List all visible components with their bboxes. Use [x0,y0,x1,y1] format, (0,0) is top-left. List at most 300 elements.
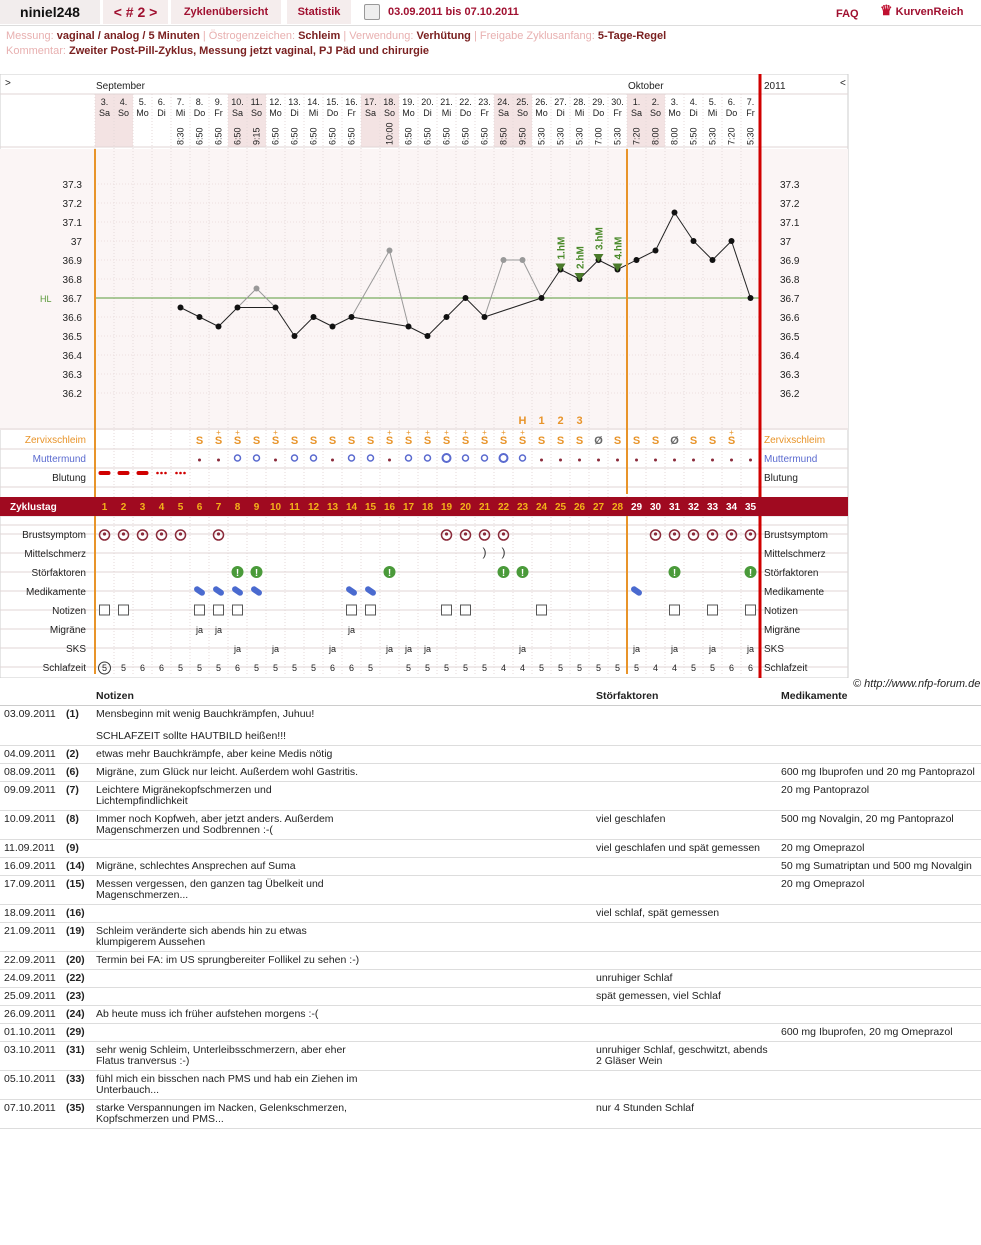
note-text [92,951,592,969]
note-medikament [777,1005,981,1023]
breast-symptom-dot [103,532,106,535]
weekday-label: So [383,108,396,118]
note-stoerfaktor [592,857,777,875]
cycle-day-number: 20 [459,502,472,513]
y-tick-label-left: 36.4 [62,351,82,362]
y-tick-label-right: 36.9 [780,256,800,267]
stoerfaktor-mark: ! [235,568,240,579]
y-tick-label-right: 37 [780,237,792,248]
temp-point [653,248,659,254]
note-stoerfaktor [592,1023,777,1041]
measure-time: 8:30 [175,127,186,145]
cycle-day-number: 31 [668,502,681,513]
crown-icon: ♛ [880,2,893,18]
row-label-brust: Brustsymptom [22,530,86,541]
temp-point [292,333,298,339]
note-medikament: 500 mg Novalgin, 20 mg Pantoprazol [777,810,981,839]
mucus-plus: + [444,428,449,437]
mucus-mark: S [480,435,489,447]
cycle-day-number: 29 [630,502,643,513]
y-tick-label-left: 36.5 [62,332,82,343]
row-label-right-migraene: Migräne [764,625,801,636]
note-text-line: starke Verspannungen im Nacken, Gelenkschmerzen, Kopfschmerzen und PMS... [96,1101,347,1125]
sks-value: ja [518,644,527,654]
peak-label: 2.hM [575,246,587,269]
temp-point [216,324,222,330]
cycle-day-number: 30 [649,502,662,513]
sks-value: ja [632,644,641,654]
weekday-label: Sa [497,108,510,118]
month-label-sep: September [96,81,145,92]
peak-label: 1.hM [556,236,568,260]
schlaf-value: 5 [272,663,279,673]
note-row [0,810,981,839]
note-stoerfaktor [592,781,777,810]
note-date: 05.10.2011 [0,1070,62,1099]
day-number: 27. [554,97,567,107]
y-tick-label-right: 36.8 [780,275,800,286]
weekday-label: Mo [136,108,149,118]
note-date: 04.09.2011 [0,745,62,763]
mucus-mark: Ø [670,435,679,447]
kommentar-value: Zweiter Post-Pill-Zyklus, Messung jetzt vaginal, PJ Päd und chirurgie [68,45,430,57]
notes-col-header: Notizen [92,688,592,705]
measurement-info: Messung: vaginal / analog / 5 Minuten | Östrogenzeichen: Schleim | Verwendung: Verhütung | Freigabe Zyklusanfang: 5-Tage-Regel [6,30,667,42]
note-row [0,763,981,781]
weekday-label: So [117,108,130,118]
schlaf-value: 5 [633,663,640,673]
mucus-plus: + [406,428,411,437]
day-number: 8. [195,97,204,107]
schlaf-value: 5 [177,663,184,673]
note-icon [214,605,224,615]
temp-point [349,314,355,320]
note-stoerfaktor: spät gemessen, viel Schlaf [592,987,777,1005]
schlaf-value: 5 [367,663,374,673]
note-stoerfaktor: nur 4 Stunden Schlaf [592,1099,777,1128]
notes-table [0,688,981,1129]
note-text-line: Schleim veränderte sich abends hin zu etwas klumpigerem Aussehen [96,924,307,948]
cycle-day-number: 23 [516,502,529,513]
weekday-label: Do [725,108,738,118]
note-cycle-day: (2) [62,745,92,763]
y-tick-label-left: 37.2 [62,199,82,210]
schlaf-value: 5 [424,663,431,673]
sks-value: ja [746,644,755,654]
measure-time: 6:50 [441,127,452,145]
temp-point [406,324,412,330]
note-icon [537,605,547,615]
note-cycle-day: (9) [62,839,92,857]
schlaf-value: 4 [671,663,678,673]
note-text [92,875,592,904]
cycle-day-number: 11 [289,502,300,513]
note-cycle-day: (31) [62,1041,92,1070]
cycle-day-number: 9 [253,502,260,513]
weekday-label: Di [689,108,698,118]
note-row [0,1041,981,1070]
note-icon [442,605,452,615]
schlaf-value: 5 [196,663,203,673]
day-number: 19. [402,97,415,107]
freigabe-value: 5-Tage-Regel [597,30,667,42]
cycle-navigator[interactable]: < # 2 > [103,0,168,24]
schlaf-value: 5 [481,663,488,673]
mucus-plus: + [387,428,392,437]
notes-header-row [0,688,981,705]
note-medikament [777,922,981,951]
schlaf-value: 5 [443,663,450,673]
peak-label: 4.hM [613,236,625,260]
cycle-day-number: 24 [535,502,548,513]
weekday-label: Mi [574,108,585,118]
note-text [92,857,592,875]
y-tick-label-left: 36.8 [62,275,82,286]
note-text-line: Migräne, zum Glück nur leicht. Außerdem wohl Gastritis. [96,765,359,778]
bleeding-mark [118,471,130,475]
weekday-label: Mo [535,108,548,118]
weekday-label: Di [290,108,299,118]
mucus-mark: S [423,435,432,447]
note-stoerfaktor [592,705,777,745]
cycle-day-number: 1 [101,502,108,513]
day-number: 7. [746,97,755,107]
note-cycle-day: (29) [62,1023,92,1041]
day-number: 4. [119,97,128,107]
note-text [92,1070,592,1099]
temp-point [425,333,431,339]
note-medikament: 20 mg Omeprazol [777,875,981,904]
cycle-day-number: 35 [744,502,757,513]
copyright: © http://www.nfp-forum.de [853,678,981,690]
weekday-label: Mi [441,108,452,118]
stoer-col-header: Störfaktoren [592,688,777,705]
note-date: 17.09.2011 [0,875,62,904]
row-label-blutung: Blutung [52,473,86,484]
cervix-symbol [217,459,220,462]
stoerfaktor-mark: ! [672,568,677,579]
note-cycle-day: (8) [62,810,92,839]
measure-time: 7:20 [631,127,642,145]
row-label-migraene: Migräne [49,625,86,636]
schlaf-value: 5 [538,663,545,673]
note-medikament: 600 mg Ibuprofen, 20 mg Omeprazol [777,1023,981,1041]
note-date: 08.09.2011 [0,763,62,781]
schlaf-value: 5 [576,663,583,673]
row-label-right-schlaf: Schlafzeit [764,663,808,674]
note-row [0,1099,981,1128]
measure-time: 6:50 [460,127,471,145]
weekday-label: Mi [308,108,319,118]
note-date: 07.10.2011 [0,1099,62,1128]
mucus-mark: S [366,435,375,447]
note-medikament [777,1041,981,1070]
cycle-day-number: 22 [497,502,510,513]
tab-statistics[interactable]: Statistik [287,0,351,24]
sks-value: ja [670,644,679,654]
row-label-right-zervix: Zervixschleim [764,435,826,446]
note-icon [100,605,110,615]
temp-point [463,295,469,301]
note-text-extra: SCHLAFZEIT sollte HAUTBILD heißen!!! [96,729,287,742]
schlaf-value: 6 [234,663,241,673]
cycle-day-number: 5 [177,502,184,513]
breast-symptom-dot [160,532,163,535]
breast-symptom-dot [141,532,144,535]
measure-time: 10:00 [384,122,395,145]
weekday-label: Fr [746,108,755,118]
row-label-right-mittel: Mittelschmerz [764,549,826,560]
note-stoerfaktor: unruhiger Schlaf [592,969,777,987]
note-stoerfaktor [592,1005,777,1023]
note-row [0,875,981,904]
mucus-mark: S [328,435,337,447]
note-row [0,922,981,951]
measure-time: 9:50 [517,127,528,145]
breast-symptom-dot [711,532,714,535]
weekday-label: Sa [231,108,244,118]
measure-time: 6:50 [289,127,300,145]
note-date: 09.09.2011 [0,781,62,810]
note-medikament [777,1099,981,1128]
row-label-stoer: Störfaktoren [31,568,86,579]
note-medikament [777,987,981,1005]
day-number: 7. [176,97,185,107]
note-row [0,781,981,810]
weekday-label: Mo [668,108,681,118]
weekday-label: Di [556,108,565,118]
row-label-right-medi: Medikamente [764,587,825,598]
schlaf-value: 5 [253,663,260,673]
note-row [0,705,981,745]
temp-point [520,257,526,263]
note-text-line: Termin bei FA: im US sprungbereiter Follikel zu sehen :-) [96,953,360,966]
note-row [0,969,981,987]
migraene-value: ja [347,625,356,635]
cervix-symbol [578,459,581,462]
nav-next-button: < [840,78,846,89]
mucus-mark: S [689,435,698,447]
cervix-symbol [654,459,657,462]
stoerfaktor-mark: ! [748,568,753,579]
schlaf-value: 5 [215,663,222,673]
schlaf-value: 5 [595,663,602,673]
cycle-day-number: 34 [725,502,738,513]
measure-time: 6:50 [403,127,414,145]
cycle-day-number: 17 [402,502,415,513]
note-icon [119,605,129,615]
y-tick-label-right: 36.7 [780,294,800,305]
y-tick-label-right: 36.4 [780,351,800,362]
cervix-symbol [597,459,600,462]
day-number: 10. [231,97,244,107]
day-number: 5. [708,97,717,107]
cervix-symbol [635,459,638,462]
spotting-mark [175,472,178,475]
weekday-label: Do [459,108,472,118]
migraene-value: ja [195,625,204,635]
spotting-mark [164,472,167,475]
note-row [0,839,981,857]
note-text [92,1099,592,1128]
bleeding-mark [99,471,111,475]
schlaf-value: 5 [690,663,697,673]
cervix-symbol [730,459,733,462]
measure-time: 8:00 [669,127,680,145]
note-text-line: etwas mehr Bauchkrämpfe, aber keine Medis nötig [96,747,333,760]
cycle-day-number: 12 [307,502,320,513]
y-tick-label-right: 36.3 [780,370,800,381]
day-number: 12. [269,97,282,107]
cycle-day-number: 13 [326,502,339,513]
temp-point [634,257,640,263]
note-row [0,857,981,875]
row-label-muttermund: Muttermund [32,454,86,465]
schlaf-value: 6 [329,663,336,673]
logo[interactable] [880,2,963,19]
note-cycle-day: (14) [62,857,92,875]
measure-time: 6:50 [213,127,224,145]
measure-time: 6:50 [232,127,243,145]
cycle-day-number: 2 [120,502,127,513]
y-tick-label-left: 37.1 [62,218,82,229]
row-label-notizen: Notizen [52,606,86,617]
y-tick-label-left: 36.7 [62,294,82,305]
schlaf-value: 6 [158,663,165,673]
temp-point [482,314,488,320]
note-cycle-day: (33) [62,1070,92,1099]
note-medikament [777,1070,981,1099]
note-date: 03.10.2011 [0,1041,62,1070]
row-label-right-notizen: Notizen [764,606,798,617]
tab-cycle-overview[interactable]: Zyklenübersicht [171,0,281,24]
y-tick-label-right: 37.2 [780,199,800,210]
note-stoerfaktor: unruhiger Schlaf, geschwitzt, abends 2 Gläser Wein [592,1041,777,1070]
measure-time: 6:50 [479,127,490,145]
mucus-plus: + [482,428,487,437]
logo-text: KurvenReich [895,6,964,18]
note-date: 26.09.2011 [0,1005,62,1023]
note-text [92,987,592,1005]
day-number: 17. [364,97,377,107]
schlaf-value: 6 [728,663,735,673]
month-label-oct: Oktober [628,81,664,92]
note-stoerfaktor [592,1070,777,1099]
mucus-plus: + [463,428,468,437]
faq-link[interactable]: FAQ [836,8,859,20]
mucus-mark: S [651,435,660,447]
note-stoerfaktor [592,875,777,904]
day-number: 23. [478,97,491,107]
cycle-day-number: 19 [440,502,453,513]
cervix-symbol [616,459,619,462]
row-label-right-muttermund: Muttermund [764,454,818,465]
stoerfaktor-mark: ! [387,568,392,579]
note-row [0,951,981,969]
weekday-label: Sa [364,108,377,118]
mucus-mark: S [613,435,622,447]
cycle-day-number: 4 [158,502,165,513]
mucus-mark: S [727,435,736,447]
note-medikament [777,969,981,987]
note-stoerfaktor [592,922,777,951]
note-text [92,1041,592,1070]
cycle-day-bar-label: Zyklustag [10,502,57,513]
schlaf-value: 6 [139,663,146,673]
measure-time: 5:30 [707,127,718,145]
schlaf-value: 5 [709,663,716,673]
weekday-label: Mi [707,108,718,118]
weekday-label: So [649,108,662,118]
peak-count-letter: 3 [576,415,583,427]
note-cycle-day: (35) [62,1099,92,1128]
spotting-mark [156,472,159,475]
measure-time: 5:30 [745,127,756,145]
mittelschmerz-mark: ) [482,545,487,559]
note-medikament [777,745,981,763]
temp-point [444,314,450,320]
note-medikament: 20 mg Omeprazol [777,839,981,857]
note-icon [461,605,471,615]
weekday-label: Mo [269,108,282,118]
note-text-line: Ab heute muss ich früher aufstehen morgens :-( [96,1007,319,1020]
note-date: 10.09.2011 [0,810,62,839]
temp-area-bg [0,149,848,430]
note-cycle-day: (15) [62,875,92,904]
note-date: 11.09.2011 [0,839,62,857]
schlaf-value: 5 [291,663,298,673]
measure-time: 5:30 [555,127,566,145]
note-icon [746,605,756,615]
cycle-day-number: 3 [139,502,146,513]
temp-point [691,238,697,244]
print-icon[interactable] [364,4,380,20]
cervix-symbol [559,459,562,462]
cervix-symbol [749,459,752,462]
verwendung-label: Verwendung: [349,30,414,42]
note-date: 01.10.2011 [0,1023,62,1041]
row-label-right-brust: Brustsymptom [764,530,828,541]
note-text-line: Leichtere Migränekopfschmerzen und Lichtempfindlichkeit [96,783,272,807]
temp-point [710,257,716,263]
day-number: 20. [421,97,434,107]
note-medikament [777,705,981,745]
sks-value: ja [404,644,413,654]
note-text [92,839,592,857]
mittelschmerz-mark: ) [501,545,506,559]
day-number: 21. [440,97,453,107]
row-label-right-stoer: Störfaktoren [764,568,819,579]
measure-time: 6:50 [327,127,338,145]
weekday-label: Di [423,108,432,118]
note-text [92,1005,592,1023]
note-text [92,745,592,763]
weekday-label: Fr [347,108,356,118]
weekday-label: Mi [175,108,186,118]
freigabe-label: Freigabe Zyklusanfang: [479,30,595,42]
y-tick-label-right: 36.6 [780,313,800,324]
mucus-plus: + [501,428,506,437]
spotting-mark [183,472,186,475]
sks-value: ja [708,644,717,654]
username: niniel248 [0,0,100,24]
weekday-label: Fr [480,108,489,118]
note-text [92,1023,592,1041]
weekday-label: So [250,108,263,118]
comment-info [6,45,429,57]
note-medikament [777,951,981,969]
day-number: 2. [651,97,660,107]
